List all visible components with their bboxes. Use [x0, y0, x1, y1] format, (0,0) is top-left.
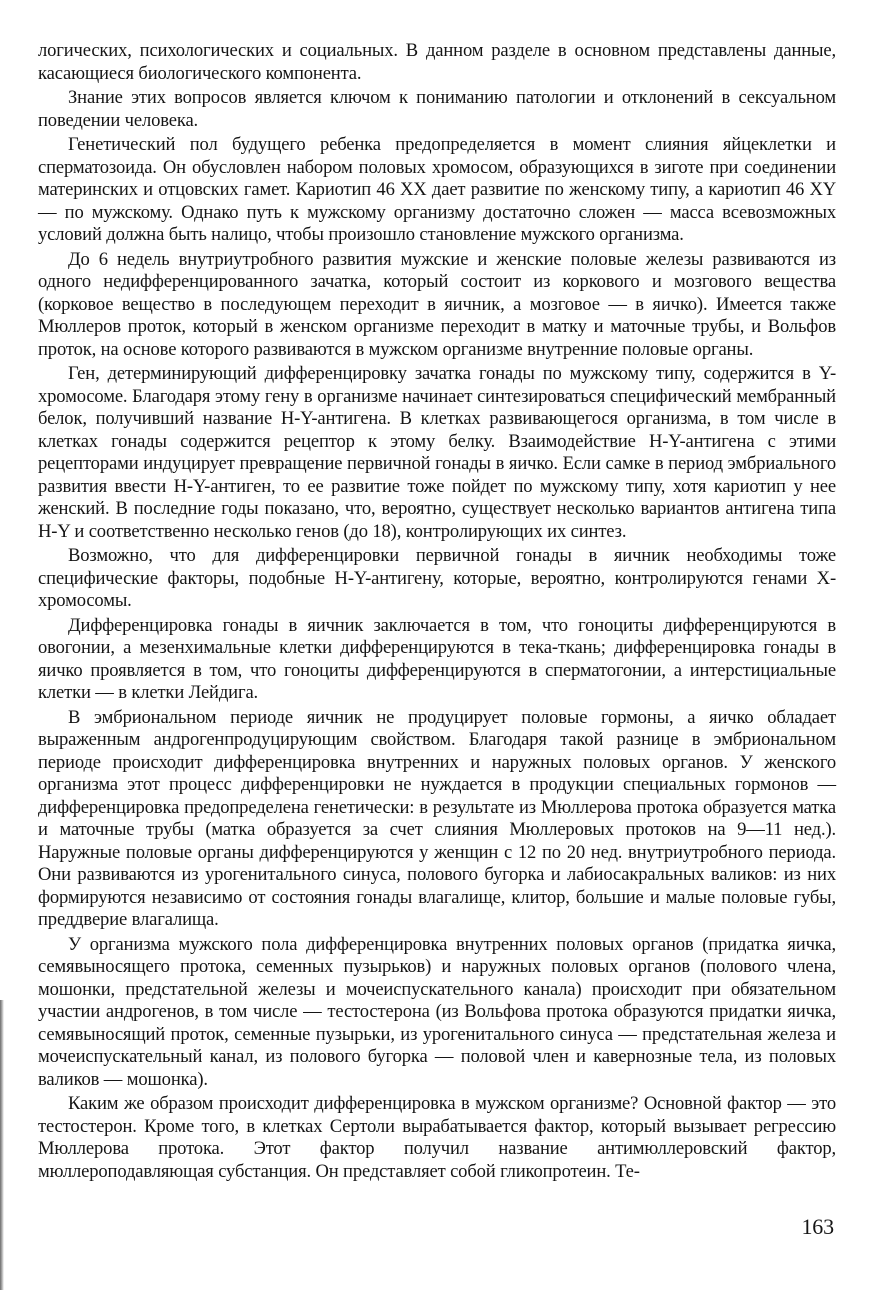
paragraph-male-differentiation: У организма мужского пола дифференцировка внутренних половых органов (придатка яичка, семявыносящего протока, семенных пузырьков) и наружных половых органов (полового члена, мошонки, предстательной железы и мочеиспускательного канала) происходит при обязательном участии андрогенов, в том числе — тестостерона (из Вольфова протока образуются придатки яичка, семявыносящий проток, семенные пузырьки, из урогенитального синуса — предстательная железа и мочеиспускательный канал, из полового бугорка — половой член и кавернозные тела, из половых валиков — мошонка).: [38, 933, 836, 1090]
paragraph-genetic-sex: Генетический пол будущего ребенка предопределяется в момент слияния яйцеклетки и сперматозоида. Он обусловлен набором половых хромосом, образующихся в зиготе при соединении материнских и отцовских гамет. Кариотип 46 XX дает развитие по женскому типу, а кариотип 46 XY — по мужскому. Однако путь к мужскому организму достаточно сложен — масса всевозможных условий должна быть налицо, чтобы произошло становление мужского организма.: [38, 134, 836, 245]
paragraph-ovary-factors: Возможно, что для дифференцировки первичной гонады в яичник необходимы тоже специфические факторы, подобные H-Y-антигену, которые, вероятно, контролируются генами X-хромосомы.: [38, 545, 836, 611]
page-number: 163: [801, 1214, 834, 1239]
paragraph-embryonic-period: В эмбриональном периоде яичник не продуцирует половые гормоны, а яичко обладает выраженным андрогенпродуцирующим свойством. Благодаря такой разнице в эмбриональном периоде происходит дифференцировка внутренних и наружных половых органов. У женского организма этот процесс дифференцировки не нуждается в продукции специальных гормонов — дифференцировка предопределена генетически: в результате из Мюллерова протока образуется матка и маточные трубы (матка образуется за счет слияния Мюллеровых протоков на 9—11 нед.). Наружные половые органы дифференцируются у женщин с 12 по 20 нед. внутриутробного периода. Они развиваются из урогенитального синуса, полового бугорка и лабиосакральных валиков: из них формируются независимо от состояния гонады влагалище, клитор, большие и малые половые губы, преддверие влагалища.: [38, 706, 836, 930]
paragraph-testosterone: Каким же образом происходит дифференцировка в мужском организме? Основной фактор — это тестостерон. Кроме того, в клетках Сертоли вырабатывается фактор, который вызывает регрессию Мюллерова протока. Этот фактор получил название антимюллеровский фактор, мюллероподавляющая субстанция. Он представляет собой гликопротеин. Те-: [38, 1093, 836, 1182]
paragraph-gonad-development: До 6 недель внутриутробного развития мужские и женские половые железы развиваются из одного недифференцированного зачатка, который состоит из коркового и мозгового вещества (корковое вещество в последующем переходит в яичник, а мозговое — в яичко). Имеется также Мюллеров проток, который в женском организме переходит в матку и маточные трубы, и Вольфов проток, на основе которого развиваются в мужском организме внутренние половые органы.: [38, 248, 836, 360]
paragraph-knowledge: Знание этих вопросов является ключом к пониманию патологии и отклонений в сексуальном поведении человека.: [38, 87, 836, 131]
paragraph-continuation: логических, психологических и социальных. В данном разделе в основном представлены данные, касающиеся биологического компонента.: [38, 40, 836, 84]
paragraph-gonad-differentiation: Дифференцировка гонады в яичник заключается в том, что гоноциты дифференцируются в овогонии, а мезенхимальные клетки дифференцируются в тека-ткань; дифференцировка гонады в яичко проявляется в том, что гоноциты дифференцируются в сперматогонии, а интерстициальные клетки — в клетки Лейдига.: [38, 614, 836, 703]
book-page: [38, 40, 836, 1270]
scan-edge-shadow: [0, 1000, 4, 1290]
paragraph-hy-antigen: Ген, детерминирующий дифференцировку зачатка гонады по мужскому типу, содержится в Y-хромосоме. Благодаря этому гену в организме начинает синтезироваться специфический мембранный белок, получивший название H-Y-антигена. В клетках развивающегося организма, в том числе в клетках гонады содержится рецептор к этому белку. Взаимодействие H-Y-антигена с этими рецепторами индуцирует превращение первичной гонады в яичко. Если самке в период эмбриального развития ввести H-Y-антиген, то ее развитие тоже пойдет по мужскому типу, хотя кариотип у нее женский. В последние годы показано, что, вероятно, существует несколько вариантов антигена типа H-Y и соответственно несколько генов (до 18), контролирующих их синтез.: [38, 363, 836, 542]
